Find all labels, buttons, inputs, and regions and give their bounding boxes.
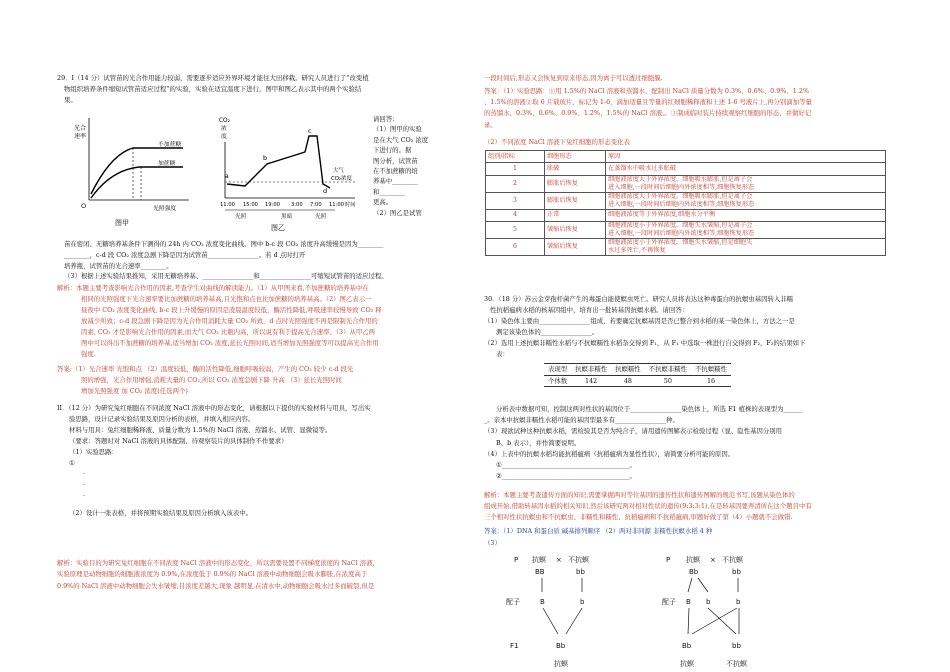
q30-analysis — [484, 490, 812, 523]
c2-b3: b — [736, 598, 741, 606]
q29-header-2: 物组织培养条件缩短试管苗适应过程”的实验，实验在适宜温度下进行，图甲和图乙表示其中的两个实验结 — [64, 85, 362, 93]
c1-b2: b — [580, 598, 585, 606]
c1-x: × — [556, 556, 562, 564]
cross-diagram-1 — [506, 550, 656, 672]
reason-line: 进入细胞,一段时间后细胞内外浓度相等,细胞恢复形态 — [608, 183, 755, 191]
q29-header: 29．Ⅰ（14 分）试管苗的光合作用能力较弱，需要逐步适应外界环境才能往大田移栽。研究人员进行了“改变植 — [57, 74, 369, 82]
c2-arrow — [688, 608, 689, 634]
c2-arrow — [692, 608, 737, 634]
q30-analysis-line: 组成开始,借助转基因水稻的相关知识,然后该研究两对相对性状的遗传(9:3:3:1),在是转基因要弄清所在这个题目中有 — [484, 502, 812, 510]
table-cell-shape: 正常 — [545, 209, 606, 221]
c2-b2: b — [706, 598, 711, 606]
fig2-curve — [227, 136, 330, 188]
fig1-origin: O — [81, 202, 87, 210]
c2-arrow — [688, 578, 692, 592]
q30-line: 30．（18 分）苏云金芽孢杆菌产生的毒蛋白能使螟虫死亡。研究人员将表达这种毒蛋白的抗螟虫基因转入非糯 — [484, 295, 794, 303]
q30b-line: ②________________________________________。 — [496, 472, 636, 481]
table-title: （2）不同浓度 NaCl 溶液下兔红细胞的形态变化表 — [484, 138, 630, 146]
q2-line: · — [83, 492, 86, 500]
fig1-label-top: 不加蔗糖 — [158, 142, 182, 148]
q30-line: 表： — [496, 350, 509, 358]
table-row — [486, 239, 886, 256]
table-cell-id: 3 — [486, 192, 545, 209]
c2-x: × — [710, 556, 716, 564]
right-top-line: 一段时间后,形态又会恢复到原来形态,因为离子可以透过细胞膜. — [484, 74, 663, 82]
c2-arrow — [698, 578, 708, 592]
table-cell-shape: 胀破 — [545, 163, 606, 175]
c1-f1g: Bb — [556, 642, 566, 650]
table-header-cell: 组别/指标 — [486, 151, 545, 163]
c1-gam: 配子 — [506, 598, 520, 606]
c2-g1: Bb — [689, 568, 699, 576]
table-cell-id: 1 — [486, 163, 545, 175]
table-cell-reason: 细胞液浓度等于外界浓度,细胞水分平衡 — [606, 209, 886, 221]
f2-header-cell: 不抗螟非糯性 — [645, 364, 691, 376]
q2-line: · — [83, 470, 86, 478]
q30-answer: 答案：（1）DNA 和蛋白质 碱基排列顺序 （2）两对非同源 非糯性抗螟水稻 4 种 — [484, 527, 713, 535]
q30-block — [484, 294, 805, 360]
table-header-row — [486, 151, 886, 163]
fig2-t6: 11:00 — [329, 202, 344, 208]
fig2-t2: 15:00 — [243, 202, 258, 208]
analysis-line: 相同的光照强度下光合速率要比加蔗糖的培养基高,且光饱和点也比加蔗糖的培养基高。（2）图乙表示一 — [81, 295, 372, 303]
table-cell-reason — [606, 175, 886, 192]
fig1-label-bottom: 加蔗糖 — [158, 161, 176, 167]
fig2-p3: 光照 — [315, 214, 327, 220]
q29-questions — [64, 239, 388, 282]
cross-diagram-2 — [662, 550, 812, 672]
c1-f1: F1 — [510, 642, 519, 650]
reason-line: 进入细胞,一段时间后细胞内外浓度相等,细胞恢复形态 — [608, 230, 755, 238]
reason-line: 细胞液浓度大于外界浓度，细胞吸水膨胀,但是离子会 — [608, 192, 753, 200]
c2-o2p: 不抗螟 — [726, 660, 747, 668]
side-line: 图分析，试管苗 — [373, 156, 418, 165]
q2-block — [57, 403, 371, 519]
fig2-p2: 黑暗 — [281, 214, 293, 220]
analysis-line: 因素, CO₂ 才是影响光合作用的因素,而大气 CO₂ 比瓶内高，所以说有利于提高光合速率。（3）从甲乙两 — [81, 328, 376, 336]
q30-line: 测定该染色体的________________。 — [496, 328, 599, 336]
table-header-cell: 细胞形态 — [545, 151, 606, 163]
table-cell-reason — [606, 192, 886, 209]
fig2-caption: 图乙 — [271, 224, 285, 232]
c1-g2: bb — [576, 568, 585, 576]
c2-g2: bb — [732, 568, 741, 576]
q30b-line: （3）现欲试种这种抗螟水稻，需检验其是否为纯合子，请用遗传图解表示检验过程（显、隐性基因分别用 — [484, 427, 783, 436]
q29-line: 苗在密闭、无糖培养基条件下测得的 24h 内 CO₂ 浓度变化曲线。图中 b-c 段 CO₂ 浓度升高缓慢是因为________ — [64, 240, 384, 248]
q30-line: （2）选用上述抗螟非糯性水稻与不抗螟糯性水稻杂交得到 F₁，从 F₁ 中选取一株进行自交得到 F₂，F₂的结果如下 — [484, 339, 806, 347]
answer-line: 照的增强，光合作用增强,消耗大量的 CO₂,所以 CO₂ 浓度急剧下降 升高 （3）延长光照时间 — [81, 376, 342, 384]
q2-line: （要求：答题时对 NaCl 溶液的具体配制、待观察装片的具体制作不作要求） — [69, 437, 288, 445]
fig1-ylabel-1: 光合 — [74, 125, 87, 132]
answer-line: 答案:（1）光合速率 光饱和点 （2）温度较低，酶的活性降低,细胞呼吸较弱，产生的 CO₂ 较少 c-d 段光 — [57, 365, 354, 373]
q30b-line: _。亲本中抗螟非糯性水稻可能的基因型最多有________________种。 — [484, 416, 679, 425]
c2-o1: Bb — [682, 642, 692, 650]
side-line: （1）图甲的实验 — [373, 125, 422, 134]
fig2-air-2: CO₂浓度 — [331, 176, 352, 182]
table-cell-shape: 皱缩后恢复 — [545, 239, 606, 256]
side-line: 在不加蔗糖的培 — [373, 167, 418, 176]
reason-line: 进入细胞,一段时间后细胞内外浓度相等,细胞恢复形态 — [608, 200, 755, 208]
f2-cell: 142 — [571, 375, 611, 387]
q2-line: ① — [69, 459, 75, 467]
fig1-curve-top — [91, 148, 183, 194]
q29-line: （3）根据上述实验结果推知，采用无糖培养基、________________和________________可缩短试管苗的适应过程。 — [64, 272, 388, 281]
table-cell-shape: 膨胀后恢复 — [545, 175, 606, 192]
side-line: 更高。 — [373, 198, 393, 207]
c1-f1p: 抗螟 — [554, 660, 568, 668]
q2-analysis-line: 0.9%的 NaCl 溶液中动物细胞会失水皱缩,目浓度差越大,现象 越明显,在清水中,动物细胞会吸水过多而破裂,但是 — [57, 581, 375, 590]
fig1-caption: 图甲 — [115, 219, 129, 227]
reason-line: 水过多死亡,不再恢复 — [608, 247, 666, 255]
analysis-line: 解析：本题主要考查影响光合作用的因素,考查学生对曲线的解读能力。（1）从甲图来看,不加蔗糖的培养基中在 — [57, 284, 369, 292]
q30b-line: ①________________________________________。 — [496, 461, 636, 470]
fig2-t5: 7:00 — [310, 202, 322, 208]
analysis-line: 昼夜中 CO₂ 浓度变化曲线, b-c 段上升缓慢的原因是凌晨温度较低，酶活性降低,呼吸速率较慢导致 CO₂ 释 — [81, 306, 382, 314]
right-answer-line: 、1.5%的溶液②取 6 片载玻片，标记为 1-6，滴加适量且等量的红细胞稀释液和上述 1-6 号液片上,再分别滴加等量 — [484, 98, 812, 107]
side-line: 下进行的。据 — [373, 146, 412, 155]
q2-line: 验思路，设计记录实验结果及原因分析的表格，并填入相应内容。 — [69, 415, 255, 423]
fig2-pt-d: d — [323, 187, 328, 195]
q2-line: II．（12 分）为研究兔红细胞在不同浓度 NaCl 溶液中的形态变化，请根据以下提供的实验材料与用具，写出实 — [57, 404, 371, 412]
f2-data-row — [544, 375, 731, 387]
c1-arrow — [566, 608, 582, 634]
fig2-time: 时间 — [345, 202, 356, 208]
fig2-pt-b: b — [263, 154, 268, 162]
analysis-line: 强度. — [81, 350, 96, 358]
f2-cell: 48 — [611, 375, 645, 387]
figure-jia — [71, 112, 196, 234]
q2-line: （2）设计一张表格，并将预期实验结果及原因分析填入该表中。 — [69, 509, 253, 517]
analysis-line: 放减少所致；c-d 段急剧下降是因为光合作用消耗大量 CO₂ 所致，d 点时光照强度不再是限制光合作用的 — [81, 317, 378, 325]
c2-p: P — [666, 556, 671, 564]
fig2-t4: 3:00 — [291, 202, 303, 208]
f2-header-cell: 抗螟糯性 — [611, 364, 645, 376]
reason-line: 细胞液浓度小于外界浓度，细胞失水皱缩,但是细胞失 — [608, 239, 753, 247]
fig2-ylabel-3: 度 — [221, 134, 227, 140]
q30b-block — [484, 404, 803, 482]
f2-cell: 个体数 — [544, 375, 571, 387]
q29-answer — [57, 364, 353, 397]
q29-line: 培养瓶，试管苗的光合速率________。 — [64, 261, 173, 270]
fig2-ylabel-1: CO₂ — [219, 118, 230, 124]
f2-header-cell: 不抗螟糯性 — [691, 364, 731, 376]
q30-analysis-line: 三个相对性状抗螟虫和不抗螟虫、非糯性和糯性、抗稻瘟病和不抗稻瘟病,审题好做了第（4）小题就不会做错. — [484, 513, 793, 521]
c2-o1p: 抗螟 — [680, 660, 694, 668]
c1-p: P — [514, 556, 519, 564]
table-cell-reason — [606, 222, 886, 239]
q2-line: （1）实验思路： — [69, 448, 118, 456]
table-cell-id: 5 — [486, 222, 545, 239]
q29-analysis — [57, 283, 382, 360]
table-row — [486, 175, 886, 192]
q29-side-text — [373, 114, 428, 218]
table-cell-shape: 膨胀后恢复 — [545, 192, 606, 209]
fig1-xlabel: 光照强度 — [153, 206, 177, 212]
table-cell-reason — [606, 239, 886, 256]
side-line: 养基中________ — [373, 177, 418, 186]
table-cell-shape: 皱缩后恢复 — [545, 222, 606, 239]
reason-line: 细胞液浓度小于外界浓度，细胞失水皱缩,但是离子会 — [608, 222, 753, 230]
q2-analysis-line: 解析：实验目的为研究兔红细胞在不同浓度 NaCl 溶液中的形态变化，所以需要设置不同梯度浓度的 NaCl 溶液, — [57, 559, 375, 567]
f2-cell: 50 — [645, 375, 691, 387]
fig2-air-1: 大气 — [333, 168, 344, 174]
table-cell-id: 6 — [486, 239, 545, 256]
q2-line: · — [83, 481, 86, 489]
q30b-line: 分析表中数据可知，控制这两对性状的基因位于________________染色体上，所选 F1 植株的表现型为______ — [496, 405, 803, 413]
reason-line: 细胞液浓度大于外界浓度，细胞吸水膨胀,但是离子会 — [608, 175, 753, 183]
c1-p1: 抗螟 — [532, 556, 546, 564]
right-answer-line: 答案：（1）实验思路：①用 1.5%的 NaCl 溶液和蒸馏水，配制出 NaCl 质量分数为 0.3%、0.6%、0.9%、1.2% — [484, 87, 810, 95]
q2-analysis-line: 实验原理是动物细胞的细胞液浓度为 0.9%,在浓度低于 0.9%的 NaCl 溶液中动物细胞会吸水膨胀,在浓度高于 — [57, 570, 368, 579]
fig1-ylabel-2: 速率 — [74, 133, 87, 140]
c2-gam: 配子 — [662, 598, 676, 606]
fig2-t1: 11:00 — [220, 202, 235, 208]
fig2-p1: 光照 — [235, 214, 247, 220]
fig2-pt-a: a — [225, 173, 229, 180]
q29-header-3: 果。 — [64, 96, 77, 104]
f2-cell: 16 — [691, 375, 731, 387]
c1-g1: BB — [535, 568, 545, 576]
q2-analysis — [57, 558, 375, 592]
side-line: 是在大气 CO₂ 浓度 — [373, 135, 429, 144]
table-cell-reason: 在蒸馏水中吸水过多胀破 — [606, 163, 886, 175]
q30-line: （1）染色体主要由________________组成，若要确定抗螟基因是否已整合到水稻的某一染色体上，方法之一是 — [484, 317, 795, 325]
table-cell-id: 2 — [486, 175, 545, 192]
answer-line: 增加光照强度 加 CO₂ 浓度(任选两个) — [81, 387, 188, 395]
side-line: 请回答： — [373, 115, 399, 123]
c1-b1: B — [540, 598, 545, 606]
q30-line: 性抗稻瘟病水稻的核基因组中，培育出一批转基因抗螟水稻。请回答： — [490, 306, 689, 314]
f2-header-cell: 表现型 — [544, 364, 571, 376]
table-row — [486, 209, 886, 221]
c1-p2: 不抗螟 — [568, 556, 589, 564]
q29-line: ________，c-d 段 CO₂ 浓度急剧下降是因为试管苗________________。若 d 点时打开 — [64, 250, 306, 259]
f2-table — [544, 363, 731, 387]
figure-yi — [205, 114, 370, 234]
c2-o2: bb — [732, 642, 741, 650]
c1-arrow — [543, 608, 558, 634]
c2-b1: B — [686, 598, 691, 606]
q30b-line: （4）上表中的抗螟水稻均能抗稻瘟病（抗稻瘟病为显性性状），请简要分析可能的原因。 — [484, 449, 735, 458]
right-answer — [484, 86, 812, 131]
nacl-table — [485, 150, 886, 256]
c2-p2: 不抗螟 — [722, 556, 743, 564]
table-cell-id: 4 — [486, 209, 545, 221]
q2-line: 材料与用具：兔红细胞稀释液、质量分数为 1.5%的 NaCl 溶液、蒸馏水、试管、显微镜等。 — [69, 426, 332, 434]
side-line: 和________ — [373, 187, 405, 196]
c2-p1: 抗螟 — [686, 556, 700, 564]
f2-header-row — [544, 364, 731, 376]
analysis-line: 图中可以得出不加蔗糖的培养基,适当增加 CO₂ 浓度,延长光照时间,适当增加光照强度等可以提高光合作用 — [81, 339, 379, 347]
right-answer-line: 录。 — [484, 120, 497, 129]
q30-answer-3: （3） — [484, 539, 501, 547]
q30-analysis-line: 解析：本题主要考查遗传方面的知识,需要掌握两对等位基因的遗传性状和遗传图解的规范书写,该题从染色体的 — [484, 491, 795, 499]
table-row — [486, 192, 886, 209]
right-answer-line: 的蒸馏水、0.3%、0.6%、0.9%、1.2%、1.5%的 NaCl 溶液,。③制成临时装片持续观察红细胞的形态，并做好记 — [484, 109, 812, 118]
fig2-pt-c: c — [308, 127, 312, 135]
table-row — [486, 163, 886, 175]
c2-arrow — [708, 608, 736, 634]
q30b-line: B、b 表示），并作简要说明。 — [496, 438, 581, 447]
table-row — [486, 222, 886, 239]
table-header-cell: 原因 — [606, 151, 886, 163]
f2-header-cell: 抗螟非糯性 — [571, 364, 611, 376]
fig2-t3: 19:00 — [265, 202, 280, 208]
fig2-ylabel-2: 浓 — [221, 126, 227, 132]
side-line: （2）图乙是试管 — [373, 208, 422, 217]
